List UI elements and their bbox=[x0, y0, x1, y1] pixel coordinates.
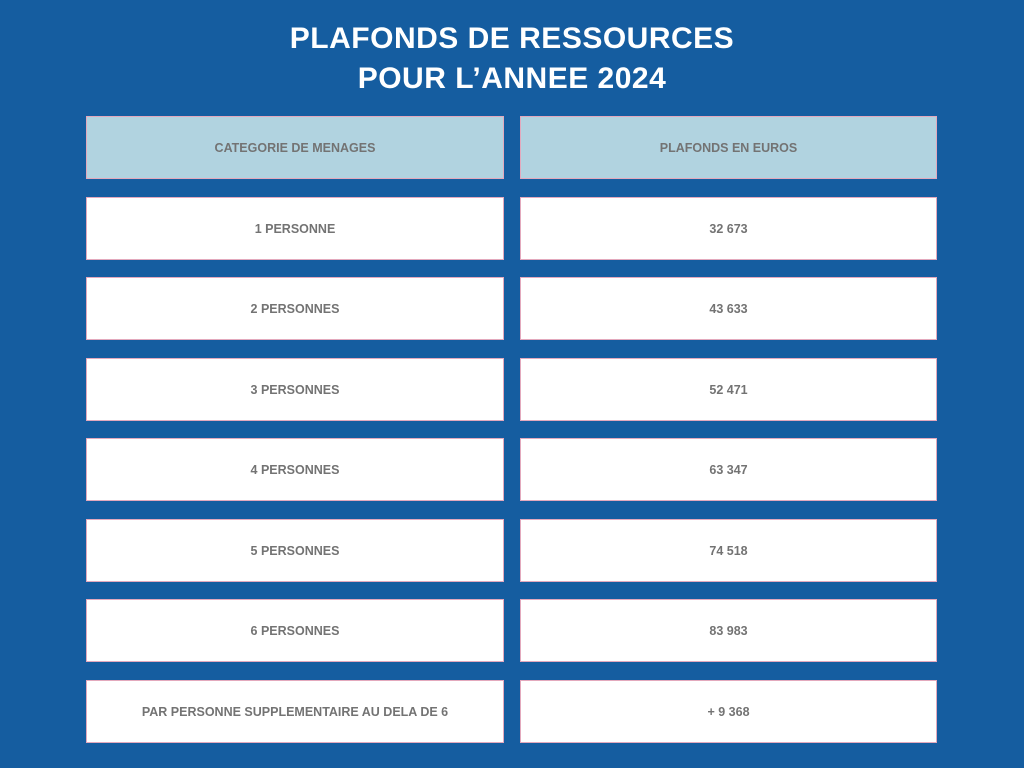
amount-cell: 83 983 bbox=[520, 599, 937, 662]
category-cell: 1 PERSONNE bbox=[86, 197, 504, 260]
page-title-line-1: PLAFONDS DE RESSOURCES bbox=[289, 22, 735, 55]
category-cell: 6 PERSONNES bbox=[86, 599, 504, 662]
amount-cell: 32 673 bbox=[520, 197, 937, 260]
category-cell: 5 PERSONNES bbox=[86, 519, 504, 582]
amount-cell: 43 633 bbox=[520, 277, 937, 340]
amount-cell: + 9 368 bbox=[520, 680, 937, 743]
page-title-line-2: POUR L’ANNEE 2024 bbox=[357, 62, 667, 95]
amount-cell: 63 347 bbox=[520, 438, 937, 501]
header-amount: PLAFONDS EN EUROS bbox=[520, 116, 937, 179]
amount-cell: 52 471 bbox=[520, 358, 937, 421]
header-category: CATEGORIE DE MENAGES bbox=[86, 116, 504, 179]
category-cell: PAR PERSONNE SUPPLEMENTAIRE AU DELA DE 6 bbox=[86, 680, 504, 743]
category-cell: 4 PERSONNES bbox=[86, 438, 504, 501]
category-cell: 2 PERSONNES bbox=[86, 277, 504, 340]
amount-cell: 74 518 bbox=[520, 519, 937, 582]
category-cell: 3 PERSONNES bbox=[86, 358, 504, 421]
